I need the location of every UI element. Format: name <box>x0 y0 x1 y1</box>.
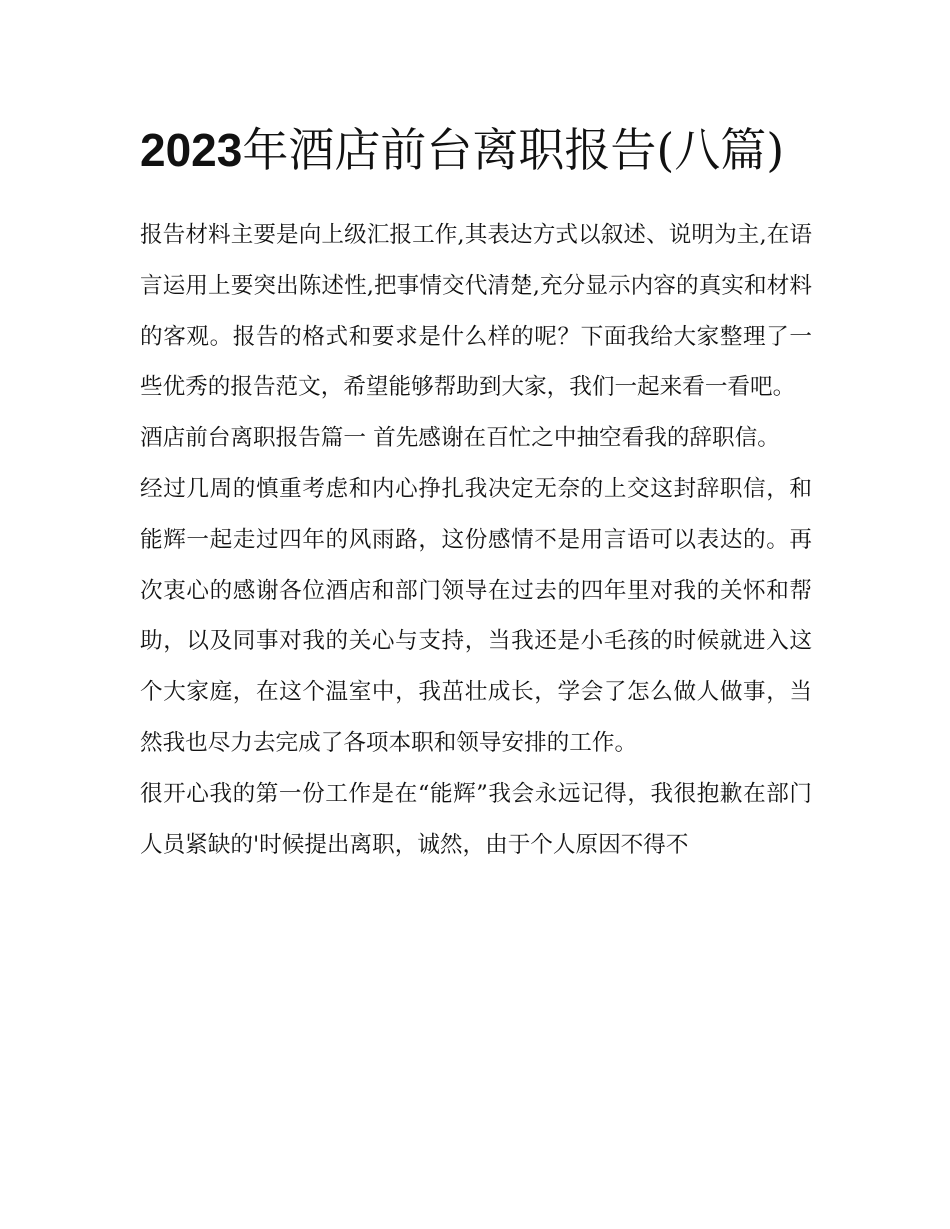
document-page <box>140 112 812 870</box>
title-year: 2023 <box>140 124 243 176</box>
body-paragraph: 很开心我的第一份工作是在“能辉”我会永远记得，我很抱歉在部门人员紧缺的'时候提出离职，诚然，由于个人原因不得不 <box>140 780 812 858</box>
document-body <box>140 210 812 870</box>
body-paragraph: 经过几周的慎重考虑和内心挣扎我决定无奈的上交这封辞职信，和能辉一起走过四年的风雨路，这份感情不是用言语可以表达的。再次衷心的感谢各位酒店和部门领导在过去的四年里对我的关怀和帮助，以及同事对我的关心与支持，当我还是小毛孩的时候就进入这个大家庭，在这个温室中，我茁壮成长，学会了怎么做人做事，当然我也尽力去完成了各项本职和领导安排的工作。 <box>140 475 812 756</box>
document-title <box>140 112 812 188</box>
section-heading-paragraph: 酒店前台离职报告篇一 首先感谢在百忙之中抽空看我的辞职信。 <box>140 425 780 452</box>
intro-paragraph: 报告材料主要是向上级汇报工作,其表达方式以叙述、说明为主,在语言运用上要突出陈述性,把事情交代清楚,充分显示内容的真实和材料的客观。报告的格式和要求是什么样的呢？下面我给大家整理了一些优秀的报告范文，希望能够帮助到大家，我们一起来看一看吧。 <box>140 222 812 401</box>
title-text: 年酒店前台离职报告(八篇) <box>242 123 785 177</box>
